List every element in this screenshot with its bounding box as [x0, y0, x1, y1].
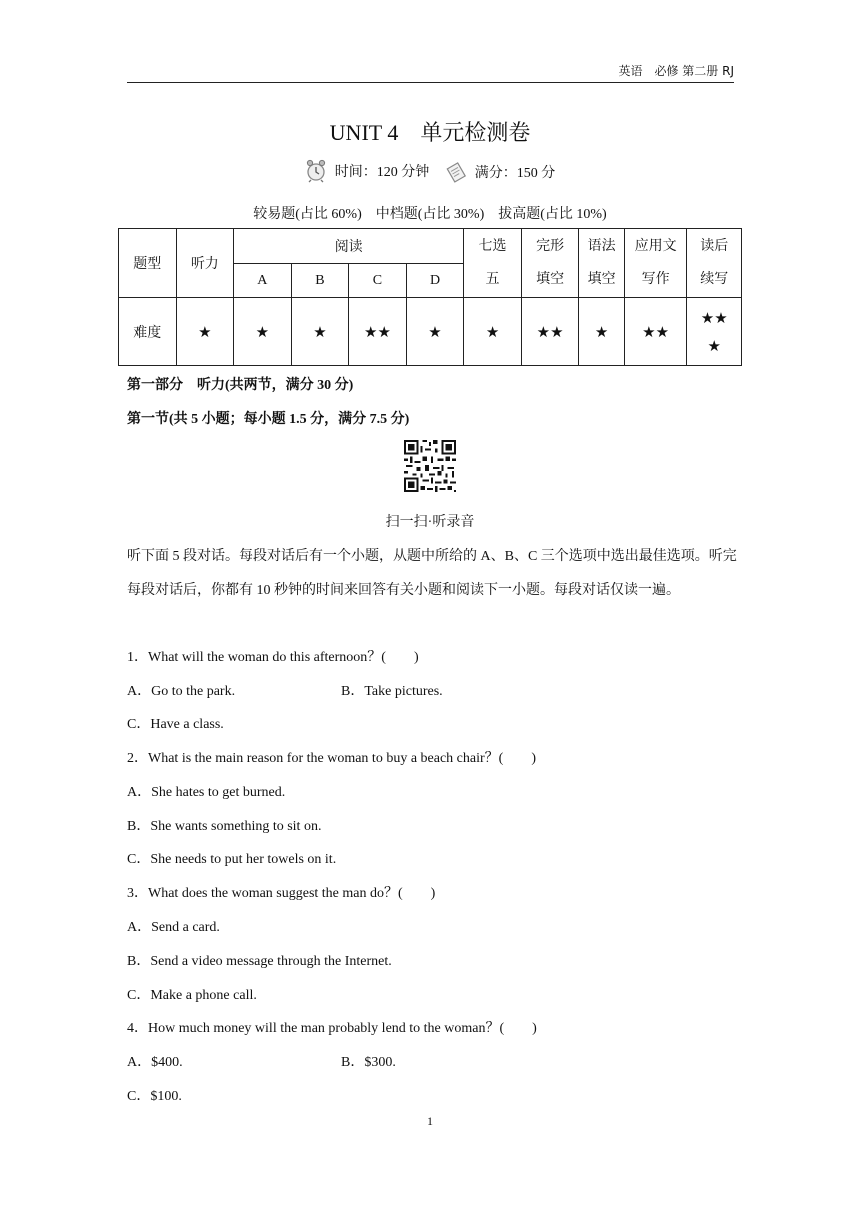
question-3-option-b: B．Send a video message through the Internet. — [127, 954, 392, 969]
col-cloze: 完形 填空 — [521, 229, 579, 298]
question-4-option-a: A．$400. — [127, 1055, 183, 1070]
col-listening: 听力 — [176, 229, 234, 298]
stars-cloze: ★★ — [521, 298, 579, 366]
col-seven-choose-five: 七选 五 — [464, 229, 522, 298]
qr-caption: 扫一扫·听录音 — [385, 515, 475, 530]
question-1-option-a: A．Go to the park. — [127, 684, 236, 699]
stars-seven-choose-five: ★ — [464, 298, 522, 366]
stars-reading-d: ★ — [406, 298, 464, 366]
exam-paper-icon — [445, 161, 467, 183]
exam-info — [0, 159, 860, 188]
difficulty-table — [118, 228, 742, 366]
alarm-clock-icon — [305, 159, 327, 183]
question-3-option-a: A．Send a card. — [127, 920, 220, 935]
question-4-stem: 4．How much money will the man probably lend to the woman？( ) — [127, 1021, 537, 1036]
col-reading-b: B — [291, 264, 349, 298]
header-rule — [127, 82, 734, 83]
question-1-option-c: C．Have a class. — [127, 717, 224, 732]
row-label-difficulty: 难度 — [119, 298, 177, 366]
stars-reading-a: ★ — [234, 298, 292, 366]
col-reading-c: C — [349, 264, 407, 298]
col-grammar: 语法 填空 — [579, 229, 624, 298]
question-1-stem: 1．What will the woman do this afternoon？( ) — [127, 650, 419, 665]
qr-code-icon[interactable] — [404, 440, 456, 492]
col-practical-writing: 应用文 写作 — [624, 229, 687, 298]
stars-reading-c: ★★ — [349, 298, 407, 366]
question-2-option-c: C．She needs to put her towels on it. — [127, 852, 337, 867]
stars-continuation: ★★ ★ — [687, 298, 742, 366]
col-reading-a: A — [234, 264, 292, 298]
difficulty-ratio: 较易题(占比 60%) 中档题(占比 30%) 拔高题(占比 10%) — [253, 207, 607, 222]
stars-listening: ★ — [176, 298, 234, 366]
question-2-stem: 2．What is the main reason for the woman to buy a beach chair？( ) — [127, 751, 536, 766]
col-continuation: 读后 续写 — [687, 229, 742, 298]
page-number: 1 — [427, 1114, 433, 1128]
row-label-type: 题型 — [119, 229, 177, 298]
part1-heading: 第一部分 听力(共两节，满分 30 分) — [127, 378, 354, 393]
stars-practical-writing: ★★ — [624, 298, 687, 366]
page-title: UNIT 4 单元检测卷 — [329, 120, 531, 145]
question-3-option-c: C．Make a phone call. — [127, 988, 257, 1003]
question-3-stem: 3．What does the woman suggest the man do？( ) — [127, 886, 436, 901]
section1-heading: 第一节(共 5 小题；每小题 1.5 分，满分 7.5 分) — [127, 412, 410, 427]
question-4-option-b: B．$300. — [341, 1055, 396, 1070]
full-score: 满分：150 分 — [474, 166, 556, 181]
time-limit: 时间：120 分钟 — [334, 165, 430, 180]
stars-reading-b: ★ — [291, 298, 349, 366]
question-1-option-b: B．Take pictures. — [341, 684, 443, 699]
question-2-option-b: B．She wants something to sit on. — [127, 819, 322, 834]
stars-grammar: ★ — [579, 298, 624, 366]
col-reading: 阅读 — [234, 229, 464, 264]
running-header: 英语 必修 第二册 RJ — [618, 64, 734, 78]
question-2-option-a: A．She hates to get burned. — [127, 785, 286, 800]
col-reading-d: D — [406, 264, 464, 298]
listening-instructions: 听下面 5 段对话。每段对话后有一个小题，从题中所给的 A、B、C 三个选项中选出最佳选项。听完每段对话后，你都有 10 秒钟的时间来回答有关小题和阅读下一小题。每段对话仅读一遍。 — [127, 549, 737, 598]
question-4-option-c: C．$100. — [127, 1089, 182, 1104]
